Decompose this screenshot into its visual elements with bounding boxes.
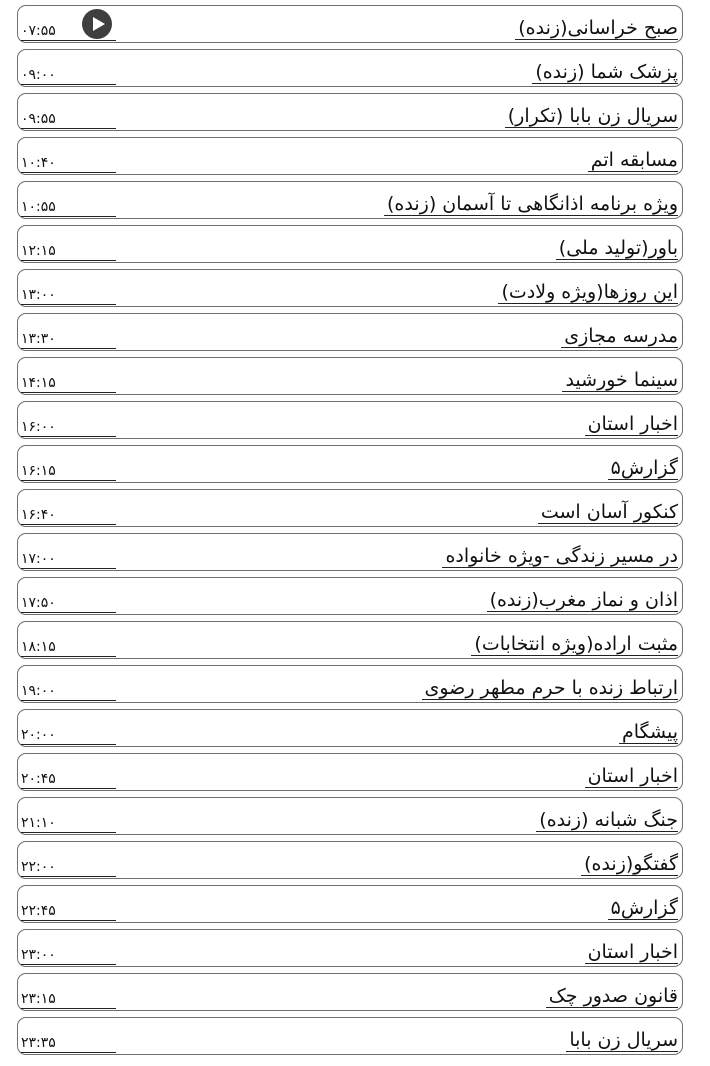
program-time: ۱۸:۱۵ (21, 639, 56, 655)
program-title: جنگ شبانه (زنده) (536, 809, 678, 832)
program-title: سینما خورشید (562, 369, 678, 392)
program-title: گفتگو(زنده) (581, 853, 678, 876)
program-title: اخبار استان (585, 413, 678, 436)
schedule-row[interactable] (17, 753, 683, 791)
schedule-row[interactable] (17, 445, 683, 483)
program-title: گزارش۵ (608, 457, 678, 480)
schedule-row[interactable] (17, 401, 683, 439)
schedule-row[interactable] (17, 137, 683, 175)
program-title: اذان و نماز مغرب(زنده) (487, 589, 678, 612)
program-time: ۱۲:۱۵ (21, 243, 56, 259)
schedule-row[interactable] (17, 225, 683, 263)
program-time: ۲۳:۰۰ (21, 947, 56, 963)
program-title: پیشگام (619, 721, 678, 744)
schedule-row[interactable] (17, 357, 683, 395)
program-time: ۰۹:۵۵ (21, 111, 56, 127)
schedule-row[interactable] (17, 533, 683, 571)
schedule-row[interactable] (17, 5, 683, 43)
program-title: اخبار استان (585, 941, 678, 964)
schedule-row[interactable] (17, 885, 683, 923)
program-time: ۰۹:۰۰ (21, 67, 56, 83)
program-time: ۰۷:۵۵ (21, 23, 56, 39)
schedule-row[interactable] (17, 49, 683, 87)
schedule-row[interactable] (17, 1017, 683, 1055)
program-time: ۲۰:۰۰ (21, 727, 56, 743)
schedule-row[interactable] (17, 181, 683, 219)
program-time: ۱۶:۰۰ (21, 419, 56, 435)
schedule-row[interactable] (17, 709, 683, 747)
program-time: ۱۶:۴۰ (21, 507, 56, 523)
program-title: مدرسه مجازی (561, 325, 678, 348)
program-title: مثبت اراده(ویژه انتخابات) (471, 633, 678, 656)
schedule-row[interactable] (17, 665, 683, 703)
schedule-row[interactable] (17, 577, 683, 615)
play-button[interactable] (82, 9, 112, 39)
schedule-row[interactable] (17, 973, 683, 1011)
program-time: ۱۴:۱۵ (21, 375, 56, 391)
program-time: ۱۳:۳۰ (21, 331, 56, 347)
program-title: پزشک شما (زنده) (532, 61, 678, 84)
program-title: اخبار استان (585, 765, 678, 788)
schedule-row[interactable] (17, 841, 683, 879)
program-time: ۱۶:۱۵ (21, 463, 56, 479)
schedule-row[interactable] (17, 313, 683, 351)
schedule-row[interactable] (17, 929, 683, 967)
schedule-row[interactable] (17, 621, 683, 659)
program-title: قانون صدور چک (546, 985, 678, 1008)
program-title: صبح خراسانی(زنده) (515, 17, 678, 40)
program-title: سریال زن بابا (تکرار) (505, 105, 678, 128)
program-time: ۲۳:۱۵ (21, 991, 56, 1007)
program-time: ۱۹:۰۰ (21, 683, 56, 699)
program-title: سریال زن بابا (566, 1029, 678, 1052)
program-title: باور(تولید ملی) (556, 237, 678, 260)
program-time: ۲۳:۳۵ (21, 1035, 56, 1051)
program-time: ۲۲:۰۰ (21, 859, 56, 875)
play-icon (82, 9, 112, 39)
program-title: ویژه برنامه اذانگاهی تا آسمان (زنده) (384, 193, 678, 216)
program-time: ۱۰:۴۰ (21, 155, 56, 171)
program-title: مسابقه اتم (588, 149, 678, 172)
program-time: ۱۷:۰۰ (21, 551, 56, 567)
program-time: ۱۳:۰۰ (21, 287, 56, 303)
schedule-row[interactable] (17, 489, 683, 527)
program-title: کنکور آسان است (538, 501, 678, 524)
program-time: ۲۱:۱۰ (21, 815, 56, 831)
program-title: گزارش۵ (608, 897, 678, 920)
program-time: ۱۰:۵۵ (21, 199, 56, 215)
schedule-row[interactable] (17, 93, 683, 131)
program-title: ارتباط زنده با حرم مطهر رضوی (422, 677, 679, 700)
program-title: این روزها(ویژه ولادت) (498, 281, 678, 304)
program-time: ۲۰:۴۵ (21, 771, 56, 787)
program-time: ۲۲:۴۵ (21, 903, 56, 919)
schedule-row[interactable] (17, 269, 683, 307)
program-time: ۱۷:۵۰ (21, 595, 56, 611)
program-title: در مسیر زندگی -ویژه خانواده (442, 545, 678, 568)
schedule-row[interactable] (17, 797, 683, 835)
